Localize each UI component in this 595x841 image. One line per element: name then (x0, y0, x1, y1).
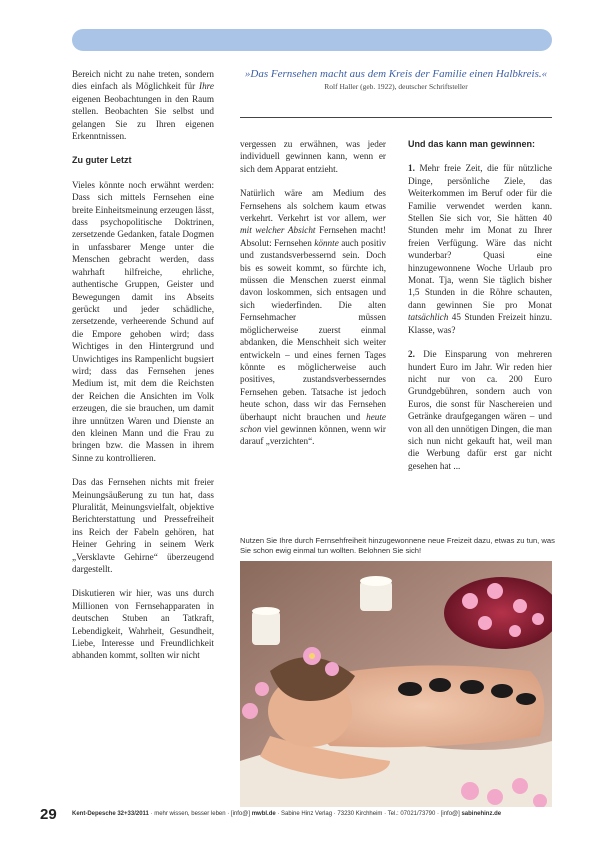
list-item: 2. Die Einsparung von mehreren hundert Euro im Jahr. Wir reden hier nicht nur von ca. 200 Euro Grundgebühren, sondern auch von Euros, die sonst für Naschereien und Getränke draufgegangen wären – und von all den unnötigen Dingen, die man sich nun nicht gekauft hat, weil man die Werbung dafür erst gar nicht gesehen hat ... (408, 349, 552, 471)
paragraph: Diskutieren wir hier, was uns durch Millionen von Fernsehapparaten in deutschen Stuben an Tatkraft, Lebendigkeit, Wahrheit, Gesundheit, Liebe, Interesse und Freundlichkeit abhanden kommt, sollten wir nicht (72, 588, 214, 661)
quote-author: Rolf Haller (geb. 1922), deutscher Schriftsteller (324, 82, 468, 91)
list-item: 1. Mehr freie Zeit, die für nützliche Dinge, persönliche Ziele, das Weiterkommen im Beruf oder für die Familie verwendet werden kann. Stellen Sie sich vor, Sie hätten 40 Stunden mehr im Monat zu Ihrer freien Verfügung. Wäre das nicht wunderbar? Quasi eine hinzugewonnene Woche Urlaub pro Monat. Tja, wenn Sie täglich bisher 1,5 Stunden in die Röhre schauten, dann gewinnen Sie pro Monat tatsächlich 45 Stunden Freizeit hinzu. Klasse, was? (408, 163, 552, 335)
pull-quote (240, 68, 552, 91)
paragraph: Das das Fernsehen nichts mit freier Meinungsäußerung zu tun hat, dass Pluralität, Meinungsvielfalt, objektive Berichterstattung und Pressefreiheit ins Reich der Fabeln gehören, hat Heiner Gehring in seinem Werk „Versklavte Gehirne“ überzeugend dargestellt. (72, 477, 214, 575)
paragraph: Natürlich wäre am Medium des Fernsehens als solchem kaum etwas verkehrt. Verkehrt ist vor allem, wer mit welcher Absicht Fernsehen macht! Absolut: Fernsehen könnte auch positiv und zustandsverbessernd sein. Doch bis es soweit kommt, so fürchte ich, müssen die Menschen zuerst einmal davon loskommen, sich entsagen und sich wiederfinden. Die alten Fernsehmacher müssen möglicherweise zuerst einmal abdanken, die Menschheit sich weiter entwickeln – und eines fernen Tages könnte es möglicherweise auch positives, zustandsverbesserndes Fernsehen geben. Tatsache ist jedoch heute schon, dass wir das Fernsehen überhaupt nicht brauchen und heute schon viel gewinnen können, wenn wir darauf „verzichten“. (240, 188, 386, 447)
page-footer (40, 806, 555, 824)
paragraph: vergessen zu erwähnen, was jeder individuell gewinnen kann, wenn er sich dem Apparat entzieht. (240, 139, 386, 174)
page-number: 29 (40, 806, 57, 823)
column-right (408, 138, 552, 484)
spa-photo (240, 561, 552, 807)
section-heading: Zu guter Letzt (72, 155, 132, 166)
paragraph: Vieles könnte noch erwähnt werden: Dass sich mittels Fernsehen eine breite Einheitsmeinung erzeugen lässt, dass psychopolitische Doktrinen, zersetzende Gedanken, fatale Dogmen in unfassbarer Menge unter die Menschen gebracht werden, dass wahrhaft hilfreiche, ehrliche, authentische Gruppen, Geister und Bewegungen damit ins Abseits gerückt und jeder schädliche, zersetzende, verheerende Schund auf die Empore gehoben wird; dass Wichtiges in den Hintergrund und Unwichtiges ins Rampenlicht bugsiert wird; dass das Fernsehen jenes Medium ist, mit dem die Reichsten der Reichen die Ansichten im Volk erzeugen, die sie brauchen, um damit ihre unnützen Waren und Dienste an den kleinen Mann und die Frau zu bringen bzw. die Massen in ihrem Sinne zu kontrollieren. (72, 179, 214, 463)
column-left (72, 68, 214, 674)
photo-caption: Nutzen Sie Ihre durch Fernsehfreiheit hinzugewonnene neue Freizeit dazu, etwas zu tun, was Sie schon ewig einmal tun wollten. Belohnen Sie sich! (240, 536, 555, 555)
section-heading: Und das kann man gewinnen: (408, 139, 536, 149)
quote-text: »Das Fernsehen macht aus dem Kreis der Familie einen Halbkreis.« (244, 68, 548, 80)
header-bar (72, 29, 552, 51)
paragraph: Bereich nicht zu nahe treten, sondern dies einfach als Möglichkeit für Ihre eigenen Beobachtungen in den Raum stellen. Beobachten Sie selbst und gelangen Sie zu Ihren eigenen Erkenntnissen. (72, 69, 214, 142)
footer-line: Kent-Depesche 32+33/2011 · mehr wissen, besser leben · [info@] mwbl.de · Sabine Hinz Verlag · 73230 Kirchheim · Tel.: 07021/73790 · [info@] sabinehinz.de (72, 811, 502, 817)
quote-divider (240, 117, 552, 118)
column-middle (240, 138, 386, 460)
